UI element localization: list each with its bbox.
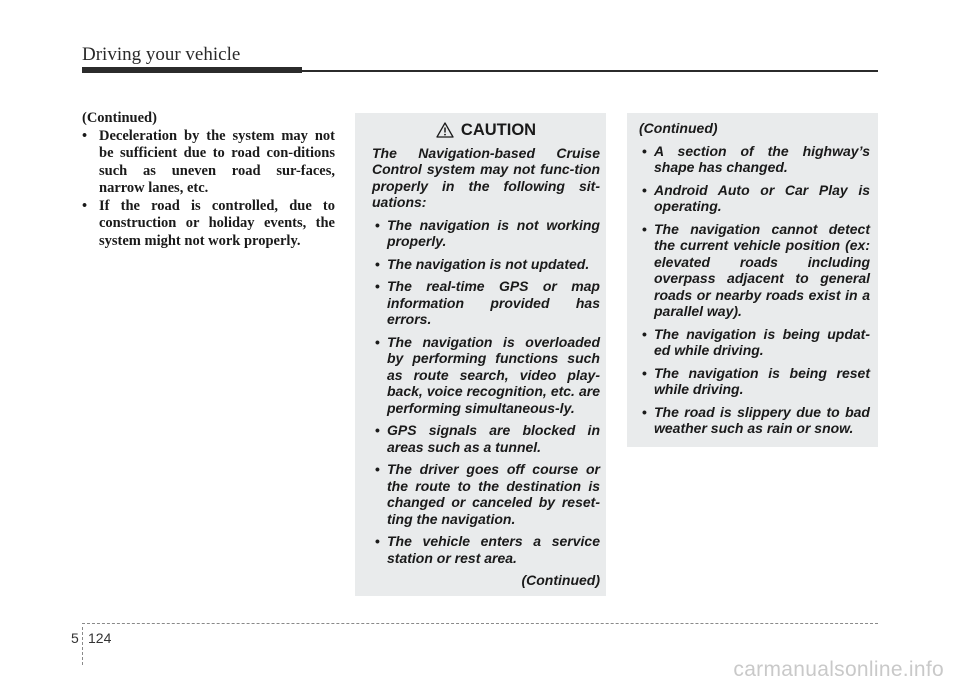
continued-label: (Continued) [639,120,718,136]
list-item: • The real-time GPS or map information provided has errors. [372,278,600,328]
caution-intro: The Navigation-based Cruise Control system may not func-tion properly in the following sit-uations: [372,144,600,210]
caution-header [372,122,600,139]
list-item: • GPS signals are blocked in areas such as a tunnel. [372,422,600,455]
continued-label: (Continued) [82,110,157,126]
list-item: • If the road is controlled, due to construction or holiday events, the system might not work properly. [82,198,335,251]
list-item: • The road is slippery due to bad weather such as rain or snow. [639,404,870,437]
header-bar [82,67,302,73]
list-item: • Deceleration by the system may not be sufficient due to road con-ditions such as uneven road sur-faces, narrow lanes, etc. [82,128,335,198]
header-rule [300,70,878,72]
watermark: carmanualsonline.info [733,658,944,681]
list-item: • The navigation is overloaded by performing functions such as route search, video play-back, voice recognition, etc. are performing simultaneous-ly. [372,334,600,417]
footer-divider [82,627,83,665]
page-number: 124 [88,630,112,646]
footer-rule [82,623,878,624]
list-item: • The navigation is not updated. [372,256,600,273]
caution-heading: CAUTION [460,121,537,139]
list-item: • The navigation cannot detect the current vehicle position (ex: elevated roads including overpass adjacent to general roads or nearby roads exist in a parallel way). [639,221,870,320]
list-item: • The navigation is being reset while driving. [639,365,870,398]
left-column [82,110,335,250]
list-item: • The navigation is not working properly. [372,217,600,250]
list-item: • The navigation is being updat-ed while driving. [639,326,870,359]
caution-panel [355,113,606,596]
continued-caution-panel [627,113,878,447]
warning-triangle-icon [436,122,454,138]
list-item: • A section of the highway’s shape has changed. [639,143,870,176]
caution-bullet-list [372,217,600,567]
continued-note: (Continued) [521,572,600,588]
left-bullet-list [82,128,335,251]
list-item: • The driver goes off course or the route to the destination is changed or canceled by reset-ting the navigation. [372,461,600,527]
continued-bullet-list [639,143,870,437]
page-title: Driving your vehicle [82,44,241,65]
chapter-number: 5 [71,630,79,646]
list-item: • Android Auto or Car Play is operating. [639,182,870,215]
list-item: • The vehicle enters a service station or rest area. [372,533,600,566]
